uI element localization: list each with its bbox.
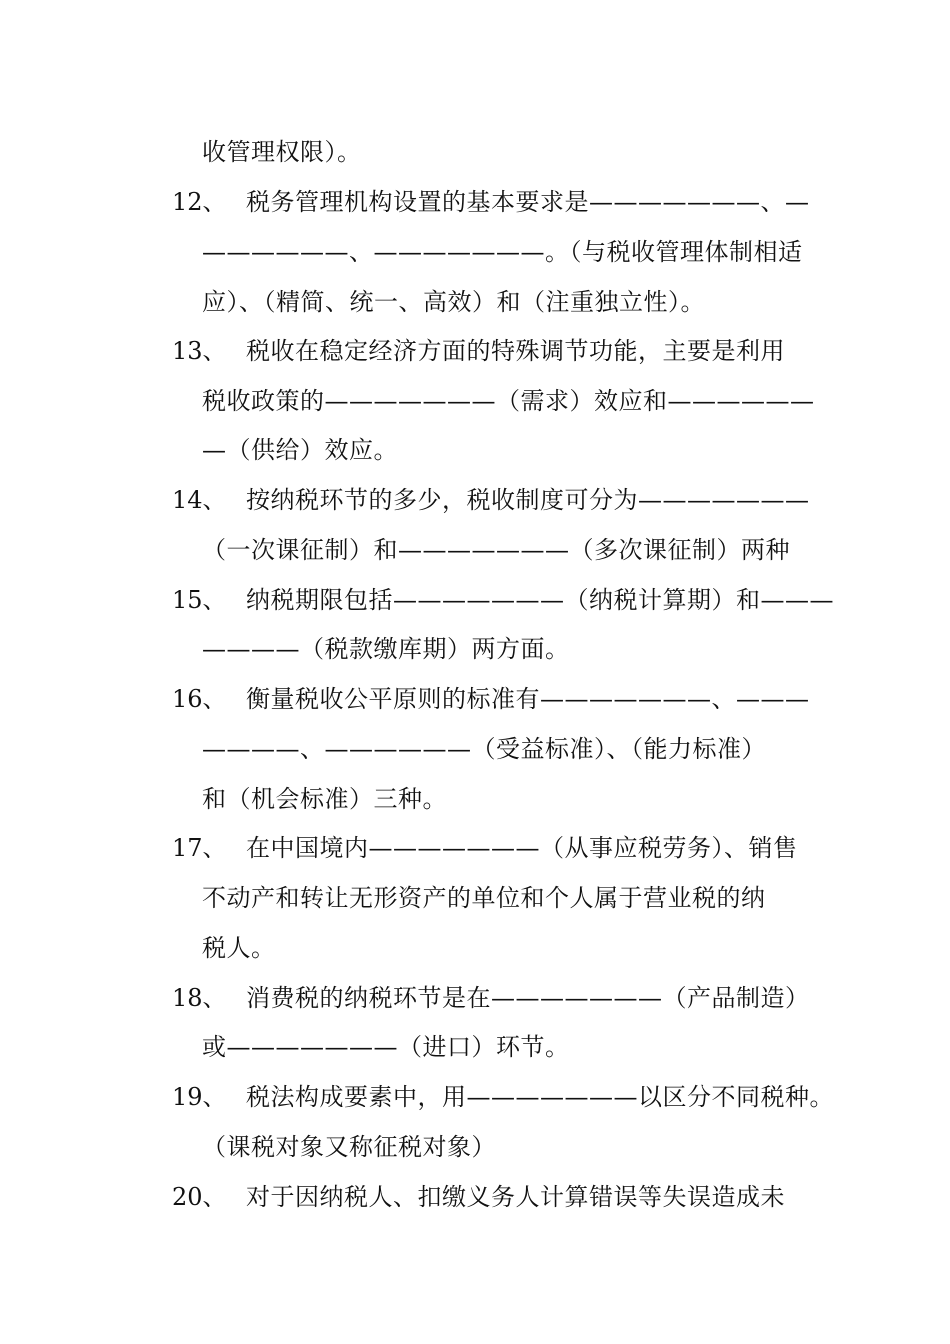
item-19-line-1: 税法构成要素中，用———————以区分不同税种。 — [246, 1083, 834, 1111]
item-17-line-1: 在中国境内———————（从事应税劳务）、销售 — [246, 834, 798, 862]
item-number-13: 13、 — [172, 337, 227, 365]
item-15-line-2: ————（税款缴库期）两方面。 — [202, 635, 570, 663]
item-19-line-2: （课税对象又称征税对象） — [202, 1133, 496, 1161]
item-number-14: 14、 — [172, 486, 227, 514]
item-number-20: 20、 — [172, 1183, 227, 1211]
item-16-line-2: ————、——————（受益标准）、（能力标准） — [202, 735, 766, 763]
item-13-line-2: 税收政策的———————（需求）效应和—————— — [202, 387, 815, 415]
item-17-line-3: 税人。 — [202, 934, 276, 962]
item-number-18: 18、 — [172, 984, 227, 1012]
item-12-line-1: 税务管理机构设置的基本要求是———————、— — [246, 188, 810, 216]
item-18-line-2: 或———————（进口）环节。 — [202, 1033, 570, 1061]
item-16-line-3: 和（机会标准）三种。 — [202, 785, 447, 813]
item-number-17: 17、 — [172, 834, 227, 862]
item-18-line-1: 消费税的纳税环节是在———————（产品制造） — [246, 984, 810, 1012]
item-number-15: 15、 — [172, 586, 227, 614]
item-12-line-2: ——————、———————。（与税收管理体制相适 — [202, 238, 803, 266]
item-continuation-line: 收管理权限）。 — [202, 138, 362, 166]
item-13-line-1: 税收在稳定经济方面的特殊调节功能，主要是利用 — [246, 337, 785, 365]
item-number-19: 19、 — [172, 1083, 227, 1111]
item-number-16: 16、 — [172, 685, 227, 713]
item-12-line-3: 应）、（精简、统一、高效）和（注重独立性）。 — [202, 288, 705, 316]
item-15-line-1: 纳税期限包括———————（纳税计算期）和——— — [246, 586, 834, 614]
item-20-line-1: 对于因纳税人、扣缴义务人计算错误等失误造成未 — [246, 1183, 785, 1211]
item-number-12: 12、 — [172, 188, 227, 216]
item-17-line-2: 不动产和转让无形资产的单位和个人属于营业税的纳 — [202, 884, 766, 912]
item-16-line-1: 衡量税收公平原则的标准有———————、——— — [246, 685, 810, 713]
item-13-line-3: —（供给）效应。 — [202, 436, 398, 464]
item-14-line-2: （一次课征制）和———————（多次课征制）两种 — [202, 536, 790, 564]
item-14-line-1: 按纳税环节的多少，税收制度可分为——————— — [246, 486, 810, 514]
